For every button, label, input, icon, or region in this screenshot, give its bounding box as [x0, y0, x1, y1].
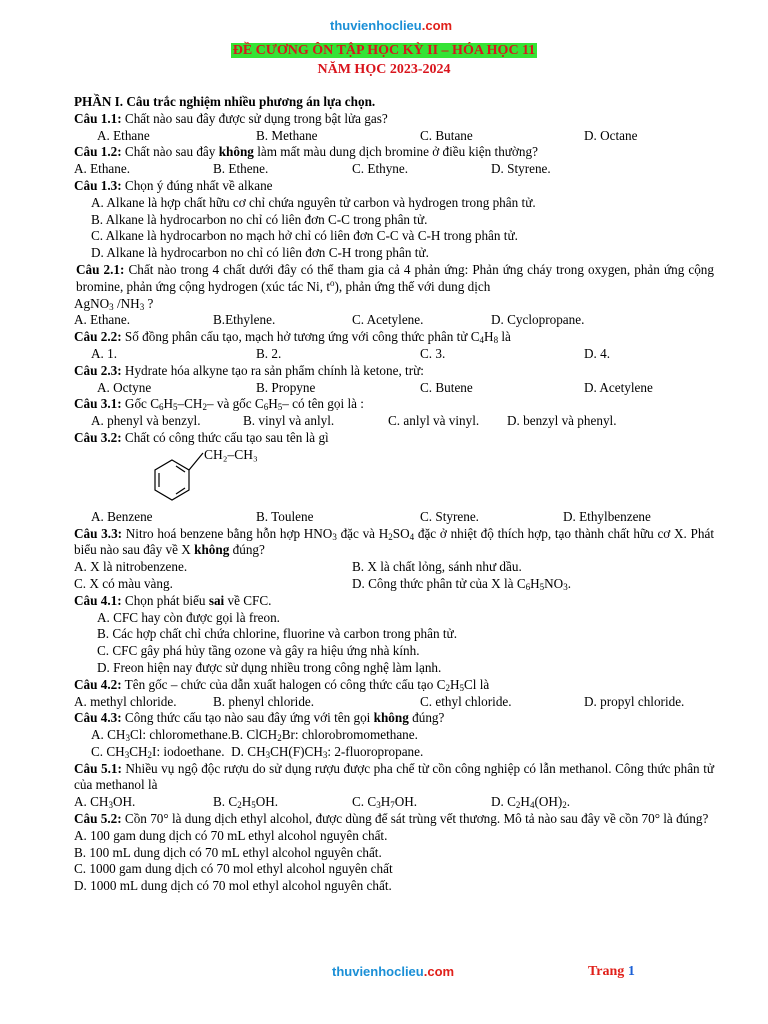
document-subtitle: NĂM HỌC 2023-2024	[317, 62, 451, 77]
question-5-2-option-a: A. 100 gam dung dịch có 70 mL ethyl alcohol nguyên chất.	[74, 827, 388, 843]
question-4-1-option-c: C. CFC gây phá hủy tầng ozone và gây ra hiệu ứng nhà kính.	[97, 643, 420, 659]
question-2-3-options: A. Octyne B. Propyne C. Butene D. Acetylene	[97, 379, 653, 395]
question-5-2-option-d: D. 1000 mL dung dịch có 70 mol ethyl alcohol nguyên chất.	[74, 878, 392, 894]
question-1-2: Câu 1.2: Chất nào sau đây không làm mất màu dung dịch bromine ở điều kiện thường?	[74, 144, 538, 160]
question-5-1: Câu 5.1: Nhiều vụ ngộ độc rượu do sử dụng rượu được pha chế từ cồn công nghiệp có lẫn methanol. Công thức phân tử của methanol là	[74, 760, 715, 793]
question-2-2: Câu 2.2: Số đồng phân cấu tạo, mạch hở tương ứng với công thức phân tử $C_4H_8$ là	[74, 329, 511, 346]
question-3-3-options-cd: C. X có màu vàng. D. Công thức phân tử của X là $C_6H_5NO_3$.	[74, 575, 572, 592]
page-number: Trang 1	[588, 964, 635, 979]
section-heading: PHẦN I. Câu trắc nghiệm nhiều phương án lựa chọn.	[74, 94, 376, 109]
question-4-3-options-cd: C. $CH_3CH_2I$: iodoethane. D. $CH_3CH(F)CH_3$: 2-fluoropropane.	[91, 743, 424, 760]
question-1-3-option-c: C. Alkane là hydrocarbon no mạch hở chỉ có liên đơn C-C và C-H trong phân tử.	[91, 228, 518, 244]
question-2-1: Câu 2.1: Chất nào trong 4 chất dưới đây có thể tham gia cả 4 phản ứng: Phản ứng cháy trong oxygen, phản ứng cộng bromine, phản ứng cộng hydrogen (xúc tác Ni, $t^o$), phản ứng thế với dung dịch	[76, 261, 714, 294]
question-3-1-options: A. phenyl và benzyl. B. vinyl và anlyl. C. anlyl và vinyl. D. benzyl và phenyl.	[91, 413, 617, 429]
question-4-1-option-a: A. CFC hay còn được gọi là freon.	[97, 609, 280, 625]
ethylbenzene-structure	[74, 447, 714, 509]
benzene-ring-icon	[146, 447, 306, 509]
footer-site-tld: .com	[423, 964, 455, 979]
question-5-2: Câu 5.2: Cồn 70° là dung dịch ethyl alcohol, được dùng để sát trùng vết thương. Mô tả nào sau đây về cồn 70° là đúng?	[74, 811, 709, 827]
question-4-3-options-ab: A. $CH_3Cl$: chloromethane.B. ClCH$_2$Br: chlorobromomethane.	[91, 727, 418, 744]
question-5-2-option-b: B. 100 mL dung dịch có 70 mL ethyl alcohol nguyên chất.	[74, 844, 382, 860]
question-2-2-options: A. 1. B. 2. C. 3. D. 4.	[91, 345, 611, 361]
question-2-3: Câu 2.3: Hydrate hóa alkyne tạo ra sản phẩm chính là ketone, trừ:	[74, 362, 424, 378]
question-1-3: Câu 1.3: Chọn ý đúng nhất về alkane	[74, 177, 273, 193]
question-4-1-option-b: B. Các hợp chất chỉ chứa chlorine, fluorine và carbon trong phân tử.	[97, 626, 457, 642]
question-3-2: Câu 3.2: Chất có công thức cấu tạo sau tên là gì	[74, 429, 329, 445]
header-site-tld: .com	[421, 18, 453, 33]
header-site-link[interactable]	[330, 18, 452, 33]
footer-site-link[interactable]	[332, 964, 454, 979]
question-5-1-options: A. $CH_3OH$. B. $C_2H_5OH$. C. $C_3H_7OH$. D. $C_2H_4(OH)_2$.	[74, 794, 571, 811]
question-4-2-options: A. methyl chloride. B. phenyl chloride. C. ethyl chloride. D. propyl chloride.	[74, 693, 685, 709]
question-4-2: Câu 4.2: Tên gốc – chức của dẫn xuất halogen có công thức cấu tạo $C_2H_5Cl$ là	[74, 676, 490, 693]
question-2-1-reagent: AgNO$_3$ $/NH_3$ ?	[74, 295, 154, 312]
question-1-3-option-b: B. Alkane là hydrocarbon no chỉ có liên đơn C-C trong phân tử.	[91, 211, 428, 227]
question-1-1-options: A. Ethane B. Methane C. Butane D. Octane	[97, 127, 638, 143]
document-body	[74, 94, 714, 895]
question-4-3: Câu 4.3: Công thức cấu tạo nào sau đây ứng với tên gọi không đúng?	[74, 710, 445, 726]
header-site-name: thuvienhoclieu	[330, 18, 422, 33]
question-1-3-option-d: D. Alkane là hydrocarbon no chỉ có liên đơn C-H trong phân tử.	[91, 245, 429, 261]
question-4-1: Câu 4.1: Chọn phát biểu sai về CFC.	[74, 592, 272, 608]
question-2-1-options: A. Ethane. B.Ethylene. C. Acetylene. D. Cyclopropane.	[74, 312, 585, 328]
question-1-1: Câu 1.1: Chất nào sau đây được sử dụng trong bật lửa gas?	[74, 110, 388, 126]
question-3-3: Câu 3.3: Nitro hoá benzene bằng hỗn hợp $HNO_3$ đặc và $H_2SO_4$ đặc ở nhiệt độ thích hợp, tạo thành chất hữu cơ X. Phát biểu nào sau đây về X không đúng?	[74, 525, 714, 558]
document-title: ĐỀ CƯƠNG ÔN TẬP HỌC KỲ II – HÓA HỌC 11	[232, 43, 536, 58]
question-1-3-option-a: A. Alkane là hợp chất hữu cơ chỉ chứa nguyên tử carbon và hydrogen trong phân tử.	[91, 194, 536, 210]
ethyl-group-label: CH₂–CH₃	[204, 446, 258, 462]
question-5-2-option-c: C. 1000 gam dung dịch có 70 mol ethyl alcohol nguyên chất	[74, 861, 393, 877]
footer-site-name: thuvienhoclieu	[332, 964, 424, 979]
question-3-3-options-ab: A. X là nitrobenzene. B. X là chất lỏng, sánh như dầu.	[74, 559, 522, 575]
question-1-2-options: A. Ethane. B. Ethene. C. Ethyne. D. Styrene.	[74, 161, 551, 177]
question-3-2-options: A. Benzene B. Toulene C. Styrene. D. Ethylbenzene	[91, 508, 651, 524]
question-4-1-option-d: D. Freon hiện nay được sử dụng nhiều trong công nghệ làm lạnh.	[97, 659, 442, 675]
question-3-1: Câu 3.1: Gốc $C_6H_5-CH_2-$ và gốc $C_6H_5-$ có tên gọi là :	[74, 396, 364, 413]
